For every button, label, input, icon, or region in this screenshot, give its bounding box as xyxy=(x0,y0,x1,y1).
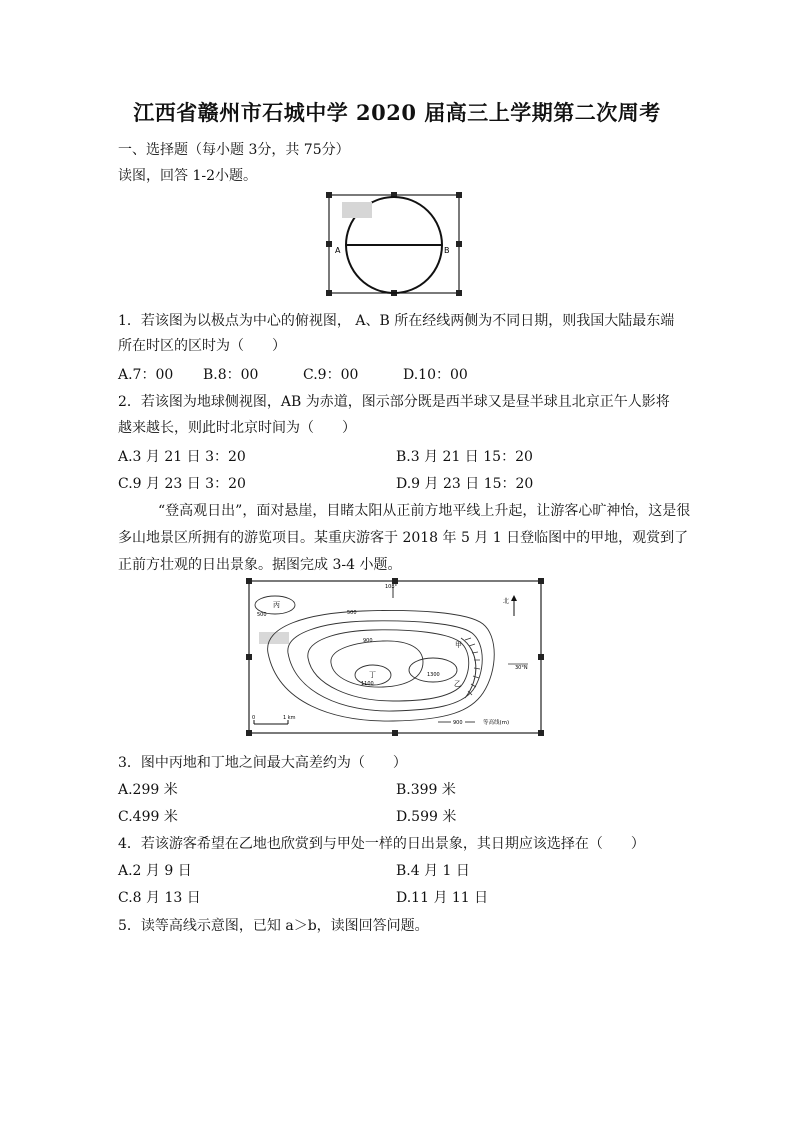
legend-label: 等高线(m) xyxy=(483,720,510,726)
north-arrowhead-icon xyxy=(511,595,517,601)
passage-line3: 正前方壮观的日出景象。据图完成 3-4 小题。 xyxy=(118,557,402,573)
q2-stem-line2: 越来越长，则此时北京时间为（ ） xyxy=(118,420,356,436)
q1-option-c: C.9：00 xyxy=(303,367,359,383)
contour-label-1100: 1100 xyxy=(361,681,374,687)
label-yi: 乙 xyxy=(454,680,461,688)
contour-label-500a: 500 xyxy=(257,612,267,618)
frame-handle xyxy=(392,730,398,736)
q4-option-d: D.11 月 11 日 xyxy=(396,890,489,906)
contour-1300 xyxy=(409,658,457,682)
q4-option-b: B.4 月 1 日 xyxy=(396,863,470,879)
label-a: A xyxy=(335,246,341,255)
section-heading: 一、选择题（每小题 3分，共 75分） xyxy=(118,142,350,158)
label-jia: 甲 xyxy=(455,641,462,649)
page-title: 江西省赣州市石城中学 2020 届高三上学期第二次周考 xyxy=(133,100,661,125)
label-ding: 丁 xyxy=(369,671,376,679)
frame-handle xyxy=(456,192,462,198)
q1-option-d: D.10：00 xyxy=(403,367,468,383)
figure-circle-diagram xyxy=(322,190,472,298)
blurred-label xyxy=(342,202,372,218)
contour-label-1300: 1300 xyxy=(427,672,440,678)
contour-label-900: 900 xyxy=(363,638,373,644)
q1-option-b: B.8：00 xyxy=(203,367,259,383)
frame-handle xyxy=(538,578,544,584)
q3-stem: 3．图中丙地和丁地之间最大高差约为（ ） xyxy=(118,755,407,771)
frame-handle xyxy=(326,290,332,296)
contour-label-500b: 500 xyxy=(347,610,357,616)
q2-option-a: A.3 月 21 日 3：20 xyxy=(118,449,246,465)
frame-handle xyxy=(456,241,462,247)
frame-handle xyxy=(246,654,252,660)
q4-stem: 4．若该游客希望在乙地也欣赏到与甲处一样的日出景象，其日期应该选择在（ ） xyxy=(118,836,645,852)
q2-stem-line1: 2．若该图为地球侧视图，AB 为赤道，图示部分既是西半球又是昼半球且北京正午人影将 xyxy=(118,394,670,410)
frame-handle xyxy=(456,290,462,296)
legend-value: 900 xyxy=(453,720,463,726)
scale-label-0: 0 xyxy=(252,715,256,721)
q2-option-c: C.9 月 23 日 3：20 xyxy=(118,476,246,492)
frame-handle xyxy=(326,241,332,247)
q3-option-b: B.399 米 xyxy=(396,782,456,798)
q1-option-a: A.7：00 xyxy=(118,367,174,383)
scale-label-1km: 1 km xyxy=(283,715,296,721)
frame-handle xyxy=(246,578,252,584)
q5-stem: 5．读等高线示意图，已知 a＞b，读图回答问题。 xyxy=(118,918,429,934)
q4-option-c: C.8 月 13 日 xyxy=(118,890,201,906)
passage-line2: 多山地景区所拥有的游览项目。某重庆游客于 2018 年 5 月 1 日登临图中的甲地，观赏到了 xyxy=(118,530,689,546)
frame-handle xyxy=(326,192,332,198)
latitude-label: 30°N xyxy=(515,665,528,671)
contour-1000 xyxy=(331,641,423,687)
q3-option-a: A.299 米 xyxy=(118,782,178,798)
passage-line1: “登高观日出”，面对悬崖，目睹太阳从正前方地平线上升起，让游客心旷神怡，这是很 xyxy=(158,503,691,519)
figure-contour-map xyxy=(243,578,548,738)
q4-option-a: A.2 月 9 日 xyxy=(118,863,192,879)
frame-handle xyxy=(246,730,252,736)
q1-stem-line2: 所在时区的区时为（ ） xyxy=(118,338,286,354)
frame-handle xyxy=(538,730,544,736)
longitude-label: 108° xyxy=(385,584,398,590)
north-label: 北 xyxy=(503,598,510,605)
label-b: B xyxy=(444,246,450,255)
q3-option-c: C.499 米 xyxy=(118,809,178,825)
contour-700 xyxy=(288,621,482,711)
intro-q1-2: 读图，回答 1-2小题。 xyxy=(118,168,257,184)
q3-option-d: D.599 米 xyxy=(396,809,457,825)
label-bing: 丙 xyxy=(273,601,280,609)
frame-handle xyxy=(538,654,544,660)
q2-option-b: B.3 月 21 日 15：20 xyxy=(396,449,533,465)
q2-option-d: D.9 月 23 日 15：20 xyxy=(396,476,534,492)
map-frame xyxy=(249,581,541,733)
q1-stem-line1: 1．若该图为以极点为中心的俯视图， A、B 所在经线两侧为不同日期，则我国大陆最东端 xyxy=(118,313,675,329)
